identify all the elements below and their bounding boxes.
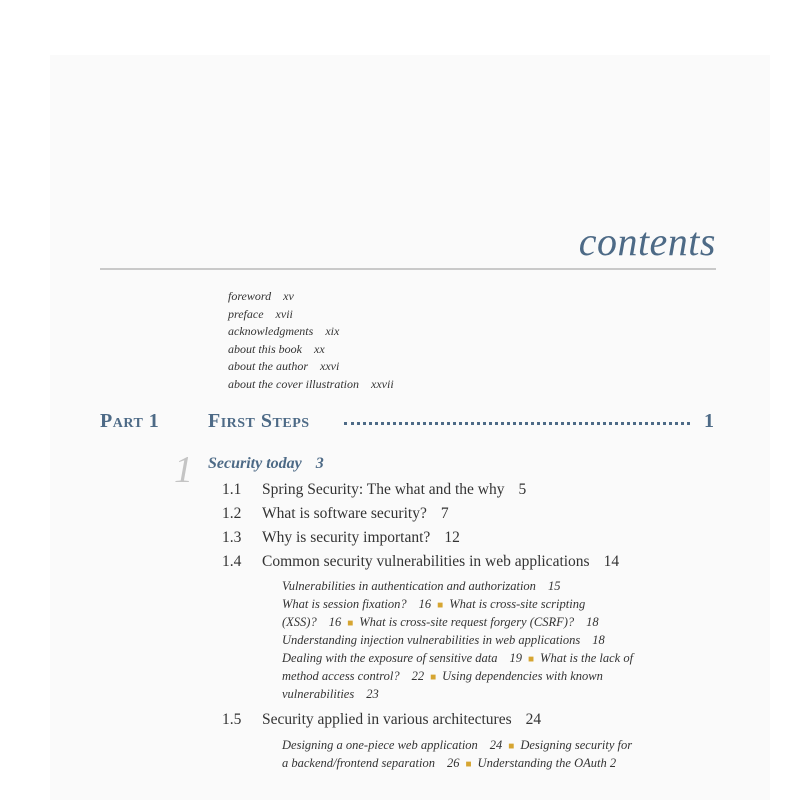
chapter-number: 1 [174, 449, 193, 491]
front-matter-item [228, 323, 394, 341]
subsection-line [282, 754, 702, 772]
section-entry [222, 553, 619, 571]
section-number: 1.4 [222, 553, 242, 570]
subsection-line [282, 631, 702, 649]
subsection-line [282, 577, 702, 595]
part-page: 1 [704, 410, 714, 432]
front-matter-item [228, 288, 394, 306]
subsection-text: Designing a one-piece web application [282, 738, 478, 752]
front-matter-page: xix [325, 324, 340, 338]
section-page: 24 [525, 711, 542, 728]
bullet-icon: ■ [527, 654, 535, 665]
subsection-page: 16 [418, 597, 432, 611]
section-number: 1.5 [222, 711, 242, 728]
title-divider [100, 268, 716, 270]
subsection-page: 19 [509, 651, 522, 665]
subsection-page: 26 [447, 756, 460, 770]
front-matter-label: foreword [228, 289, 272, 303]
subsection-line [282, 685, 702, 703]
subsection-line [282, 736, 702, 754]
section-number: 1.1 [222, 481, 242, 498]
part-title: First Steps [208, 410, 310, 432]
section-page: 14 [603, 553, 620, 570]
chapter-page: 3 [315, 455, 324, 472]
subsection-page: 18 [592, 633, 605, 647]
dot-leader [344, 422, 690, 425]
subsection-page: 24 [489, 738, 503, 752]
subsection-text: Understanding the OAuth 2 [477, 756, 617, 770]
front-matter-item [228, 341, 394, 359]
front-matter-item [228, 376, 394, 394]
section-entry [222, 711, 541, 729]
front-matter-label: about the author [228, 359, 308, 373]
front-matter-page: xvii [275, 306, 293, 321]
section-title: Spring Security: The what and the why [262, 481, 505, 498]
subsection-text: vulnerabilities [282, 687, 355, 701]
bullet-icon: ■ [508, 741, 515, 752]
subsection-text: a backend/frontend separation [282, 756, 435, 770]
front-matter-label: about this book [228, 341, 302, 356]
subsection-text: Designing security for [520, 738, 633, 752]
subsection-text: Understanding injection vulnerabilities in web applications [282, 633, 581, 647]
subsection-page: 23 [366, 687, 379, 701]
section-title: Common security vulnerabilities in web applications [262, 553, 590, 570]
subsection-block [282, 577, 702, 703]
subsection-text: What is cross-site request forgery (CSRF)? [359, 615, 575, 629]
section-entry [222, 481, 526, 499]
front-matter-item [228, 306, 394, 324]
front-matter-page: xx [314, 341, 325, 356]
part-heading [100, 410, 716, 438]
front-matter-item [228, 358, 394, 376]
page-title: contents [578, 219, 716, 264]
bullet-icon: ■ [465, 759, 472, 770]
section-title: Security applied in various architectures [262, 711, 512, 728]
section-entry [222, 529, 460, 547]
bullet-icon: ■ [347, 618, 354, 629]
front-matter-list [228, 288, 394, 393]
front-matter-label: about the cover illustration [228, 376, 359, 391]
subsection-text: Using dependencies with known [442, 669, 603, 683]
section-entry [222, 505, 449, 523]
front-matter-label: acknowledgments [228, 324, 314, 338]
subsection-line [282, 613, 702, 631]
subsection-line [282, 649, 702, 667]
subsection-text: What is session fixation? [282, 597, 407, 611]
section-title: What is software security? [262, 505, 427, 522]
subsection-page: 15 [547, 579, 561, 593]
bullet-icon: ■ [430, 672, 437, 683]
front-matter-page: xxvi [320, 359, 340, 373]
subsection-line [282, 667, 702, 685]
subsection-text: method access control? [282, 669, 400, 683]
front-matter-page: xv [283, 289, 294, 303]
front-matter-page: xxvii [371, 376, 394, 391]
section-page: 5 [518, 481, 527, 498]
subsection-line [282, 595, 702, 613]
subsection-page: 16 [328, 615, 342, 629]
subsection-text: Dealing with the exposure of sensitive data [282, 651, 498, 665]
part-number: Part 1 [100, 410, 160, 432]
chapter-heading [208, 455, 324, 473]
subsection-page: 22 [411, 669, 425, 683]
bullet-icon: ■ [437, 600, 444, 611]
subsection-block [282, 736, 702, 772]
subsection-text: Vulnerabilities in authentication and authorization [282, 579, 536, 593]
section-number: 1.2 [222, 505, 242, 522]
subsection-page: 18 [586, 615, 599, 629]
section-page: 7 [440, 505, 449, 522]
subsection-text: (XSS)? [282, 615, 317, 629]
front-matter-label: preface [228, 306, 264, 321]
subsection-text: What is the lack of [540, 651, 634, 665]
section-number: 1.3 [222, 529, 242, 546]
chapter-title: Security today [208, 455, 302, 472]
section-page: 12 [444, 529, 460, 546]
section-title: Why is security important? [262, 529, 431, 546]
subsection-text: What is cross-site scripting [449, 597, 586, 611]
